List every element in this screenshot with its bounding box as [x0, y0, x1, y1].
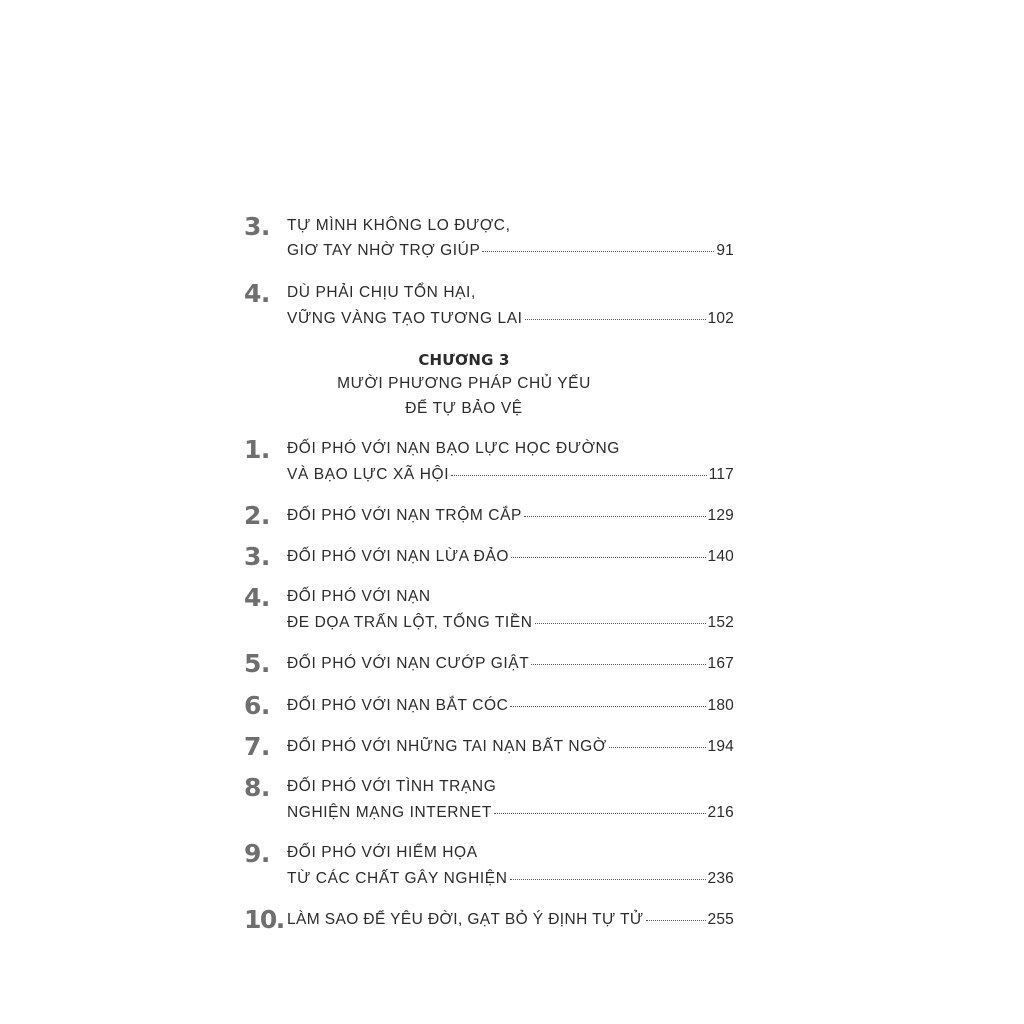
page-number: 129: [707, 507, 734, 524]
entry-title-line: TỰ MÌNH KHÔNG LO ĐƯỢC,: [287, 217, 511, 234]
entry-title-line: ĐỐI PHÓ VỚI TÌNH TRẠNG: [287, 778, 497, 795]
entry-title-line: ĐỐI PHÓ VỚI HIỂM HỌA: [287, 844, 478, 861]
entry-title-text: ĐỐI PHÓ VỚI NẠN CƯỚP GIẬT: [287, 655, 530, 672]
dot-leader: [646, 920, 706, 921]
entry-title-text: LÀM SAO ĐỂ YÊU ĐỜI, GẠT BỎ Ý ĐỊNH TỰ TỬ: [287, 911, 644, 928]
entry-number: 6.: [244, 691, 270, 720]
entry-number: 3.: [244, 542, 270, 571]
entry-title-text: VÀ BẠO LỰC XÃ HỘI: [287, 466, 450, 483]
dot-leader: [531, 664, 705, 665]
page-number: 140: [707, 548, 734, 565]
toc-entry: [244, 907, 734, 935]
entry-title-text: ĐỐI PHÓ VỚI NẠN LỪA ĐẢO: [287, 548, 510, 565]
entry-title-last-line: [287, 507, 734, 525]
page-number: 117: [708, 466, 734, 483]
page-number: 91: [716, 242, 734, 259]
toc-entry: [244, 281, 734, 331]
toc-entry: [244, 503, 734, 531]
page-number: 194: [707, 738, 734, 755]
dot-leader: [535, 623, 706, 624]
entry-number: 10.: [244, 905, 284, 934]
entry-number: 9.: [244, 839, 270, 868]
toc-entry: [244, 437, 734, 487]
entry-title-last-line: [287, 870, 734, 888]
entry-title-last-line: [287, 614, 734, 632]
entry-title-text: ĐỐI PHÓ VỚI NHỮNG TAI NẠN BẤT NGỜ: [287, 738, 607, 755]
entry-number: 2.: [244, 501, 270, 530]
entry-title-line: DÙ PHẢI CHỊU TỔN HẠI,: [287, 284, 476, 301]
entry-title-line: ĐỐI PHÓ VỚI NẠN: [287, 588, 431, 605]
entry-title-last-line: [287, 548, 734, 566]
entry-title-text: NGHIỆN MẠNG INTERNET: [287, 804, 492, 821]
entry-title-last-line: [287, 655, 734, 673]
dot-leader: [510, 706, 705, 707]
chapter-heading: [294, 351, 634, 421]
entry-number: 4.: [244, 279, 270, 308]
entry-number: 7.: [244, 732, 270, 761]
chapter-title-line: ĐỂ TỰ BẢO VỆ: [405, 400, 523, 417]
entry-title-text: GIƠ TAY NHỜ TRỢ GIÚP: [287, 242, 481, 259]
page-number: 216: [707, 804, 734, 821]
entry-title-last-line: [287, 310, 734, 328]
page-number: 102: [707, 310, 734, 327]
page-number: 180: [707, 697, 734, 714]
dot-leader: [609, 747, 706, 748]
toc-entry: [244, 775, 734, 825]
entry-title-last-line: [287, 697, 734, 715]
page-number: 255: [707, 911, 734, 928]
entry-number: 1.: [244, 435, 270, 464]
chapter-label: CHƯƠNG 3: [418, 351, 510, 369]
entry-title-text: ĐE DỌA TRẤN LỘT, TỐNG TIỀN: [287, 614, 533, 631]
entry-title-last-line: [287, 242, 734, 260]
toc-entry: [244, 734, 734, 762]
dot-leader: [525, 319, 706, 320]
entry-number: 3.: [244, 212, 270, 241]
toc-entry: [244, 693, 734, 721]
page-number: 152: [707, 614, 734, 631]
entry-title-text: ĐỐI PHÓ VỚI NẠN TRỘM CẮP: [287, 507, 522, 524]
entry-title-line: ĐỐI PHÓ VỚI NẠN BẠO LỰC HỌC ĐƯỜNG: [287, 440, 620, 457]
toc-entry: [244, 214, 734, 264]
dot-leader: [511, 557, 705, 558]
entry-title-text: VỮNG VÀNG TẠO TƯƠNG LAI: [287, 310, 523, 327]
chapter-title-line: MƯỜI PHƯƠNG PHÁP CHỦ YẾU: [337, 375, 591, 392]
entry-number: 4.: [244, 583, 270, 612]
page-number: 236: [707, 870, 734, 887]
dot-leader: [510, 879, 706, 880]
entry-title-text: ĐỐI PHÓ VỚI NẠN BẮT CÓC: [287, 697, 509, 714]
toc-entry: [244, 544, 734, 572]
entry-number: 5.: [244, 649, 270, 678]
entry-title-last-line: [287, 466, 734, 484]
entry-title-last-line: [287, 804, 734, 822]
dot-leader: [482, 251, 714, 252]
toc-entry: [244, 651, 734, 679]
page-number: 167: [707, 655, 734, 672]
dot-leader: [494, 813, 706, 814]
entry-title-last-line: [287, 738, 734, 756]
toc-entry: [244, 585, 734, 635]
toc-entry: [244, 841, 734, 891]
entry-title-text: TỪ CÁC CHẤT GÂY NGHIỆN: [287, 870, 508, 887]
entry-number: 8.: [244, 773, 270, 802]
dot-leader: [524, 516, 706, 517]
dot-leader: [451, 475, 707, 476]
entry-title-last-line: [287, 911, 734, 929]
